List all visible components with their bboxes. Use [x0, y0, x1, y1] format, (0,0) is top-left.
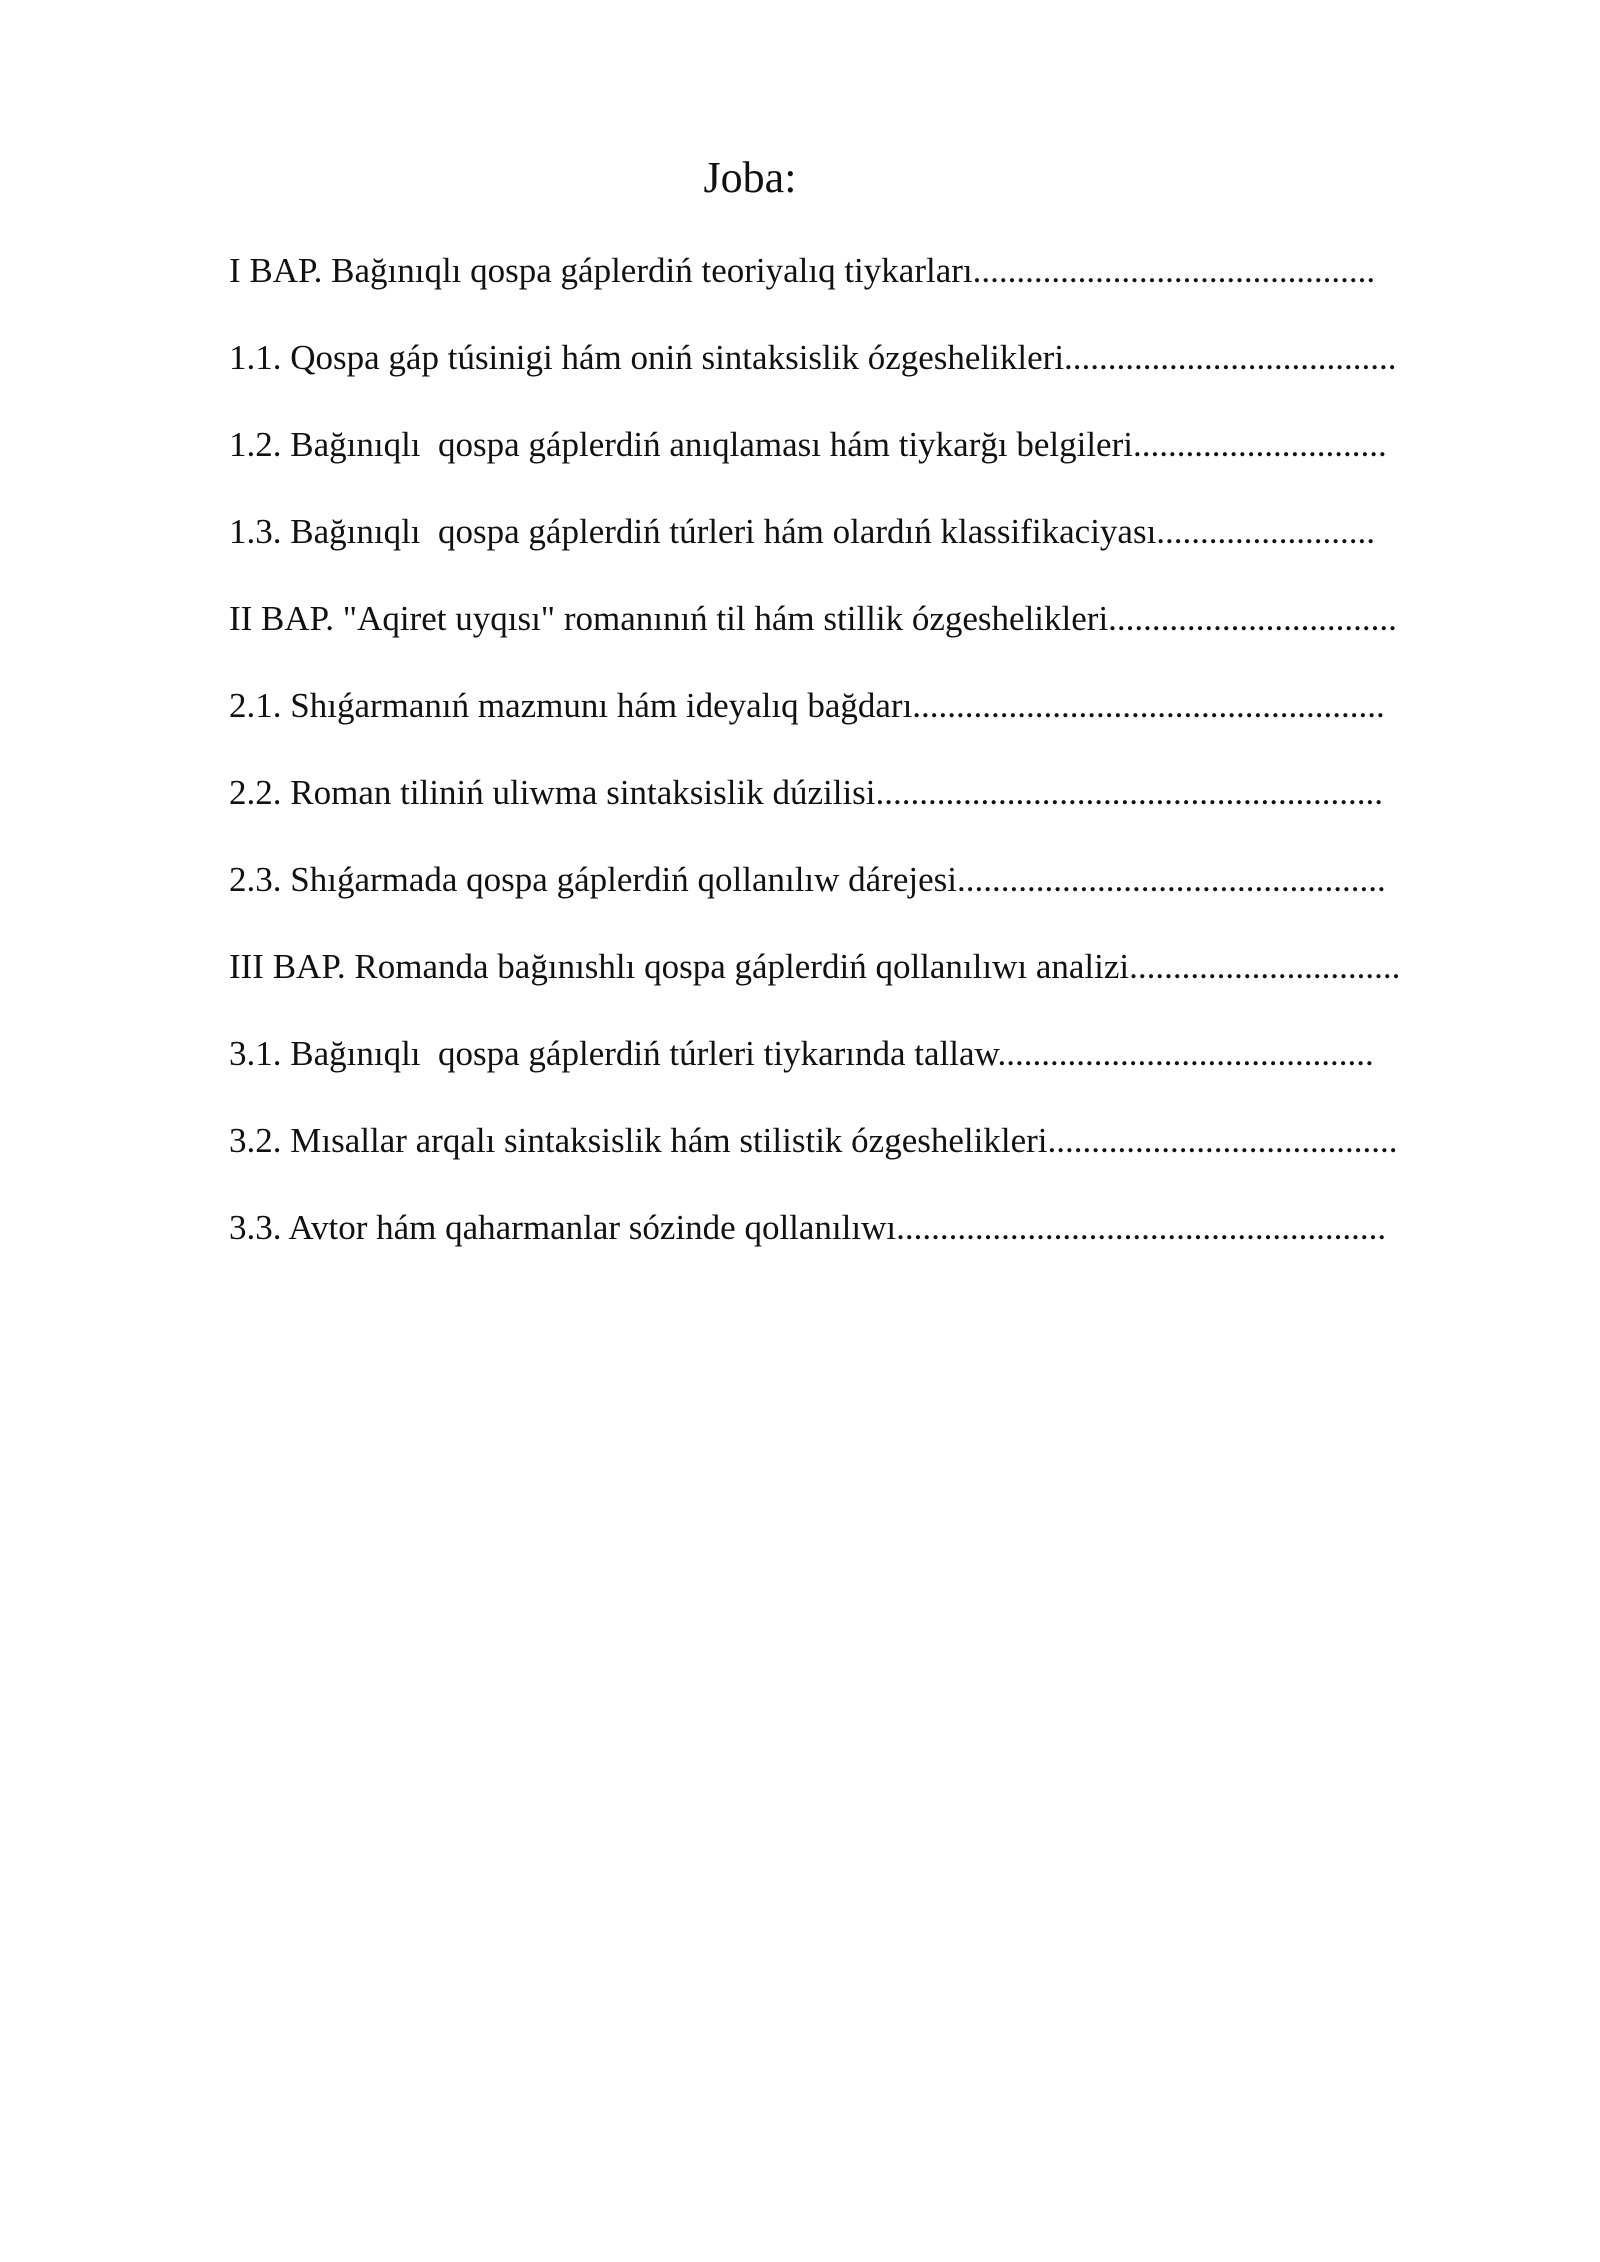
page-title: Joba:	[703, 153, 797, 202]
toc-entry-1-1: 1.1. Qospa gáp túsinigi hám oniń sintaksislik ózgeshelikleri......................................	[229, 338, 1397, 377]
toc-entry-2-2: 2.2. Roman tiliniń uliwma sintaksislik dúzilisi..........................................................	[229, 773, 1384, 812]
toc-entry-1-3: 1.3. Bağınıqlı qospa gáplerdiń túrleri hám olardıń klassifikaciyası.........................	[229, 512, 1376, 551]
toc-entry-1-2: 1.2. Bağınıqlı qospa gáplerdiń anıqlaması hám tiykarğı belgileri.............................	[229, 425, 1387, 464]
table-of-contents	[229, 246, 1400, 1290]
toc-entry-chapter-1: I BAP. Bağınıqlı qospa gáplerdiń teoriyalıq tiykarları..............................................	[229, 251, 1376, 290]
toc-entry-chapter-3: III BAP. Romanda bağınıshlı qospa gáplerdiń qollanılıwı analizi...............................	[229, 947, 1401, 986]
toc-entry-chapter-2: II BAP. "Aqiret uyqısı" romanınıń til hám stillik ózgeshelikleri.................................	[229, 599, 1397, 638]
toc-entry-2-3: 2.3. Shıǵarmada qospa gáplerdiń qollanılıw dárejesi.................................................	[229, 860, 1386, 899]
toc-entry-2-1: 2.1. Shıǵarmanıń mazmunı hám ideyalıq bağdarı......................................................	[229, 686, 1385, 725]
toc-entry-3-3: 3.3. Avtor hám qaharmanlar sózinde qollanılıwı........................................................	[229, 1208, 1387, 1247]
toc-entry-3-1: 3.1. Bağınıqlı qospa gáplerdiń túrleri tiykarında tallaw...........................................	[229, 1034, 1374, 1073]
toc-entry-3-2: 3.2. Mısallar arqalı sintaksislik hám stilistik ózgeshelikleri........................................	[229, 1121, 1398, 1160]
